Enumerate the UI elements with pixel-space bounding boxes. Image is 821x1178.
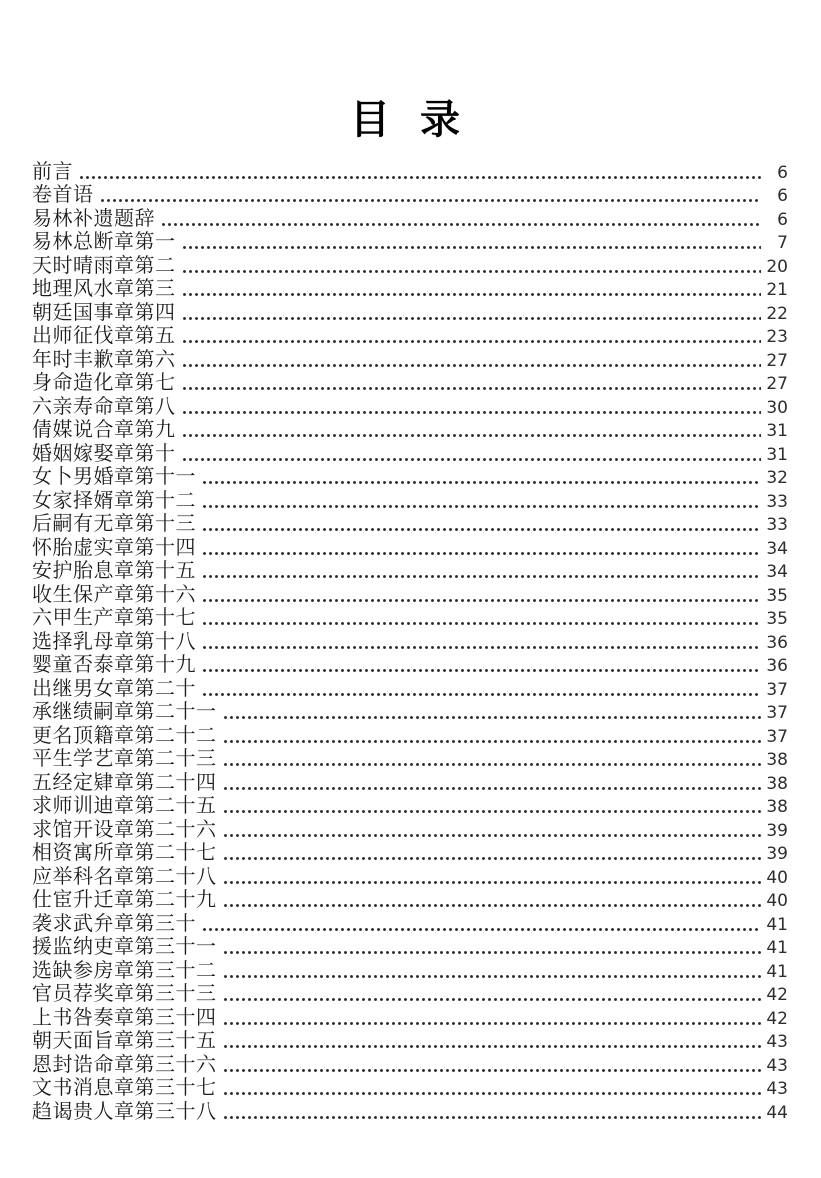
toc-entry-label: 恩封诰命章第三十六 <box>32 1053 217 1076</box>
dot-leader <box>203 669 761 672</box>
toc-entry-label: 地理风水章第三 <box>32 278 176 300</box>
dot-leader <box>224 951 762 954</box>
toc-entry-label: 官员荐奖章第三十三 <box>32 983 217 1005</box>
toc-entry-page-number: 37 <box>766 679 788 700</box>
toc-entry <box>32 653 788 677</box>
toc-entry-page-number: 7 <box>777 233 788 253</box>
toc-entry-page-number: 31 <box>766 421 788 441</box>
toc-entry-label: 卷首语 <box>32 184 94 206</box>
toc-entry-page-number: 40 <box>766 891 788 911</box>
toc-entry <box>32 582 788 606</box>
dot-leader <box>203 552 761 555</box>
toc-entry-page-number: 41 <box>766 938 788 958</box>
toc-entry-page-number: 22 <box>766 303 788 324</box>
toc-entry-page-number: 36 <box>766 656 788 676</box>
toc-entry <box>32 488 788 512</box>
toc-entry <box>32 864 788 888</box>
toc-entry-page-number: 44 <box>766 1102 788 1123</box>
dot-leader <box>183 364 762 367</box>
dot-leader <box>203 928 761 931</box>
dot-leader <box>203 693 761 696</box>
toc-entry-page-number: 33 <box>766 491 788 512</box>
toc-entry-page-number: 27 <box>766 374 788 394</box>
toc-entry <box>32 183 788 207</box>
toc-entry-label: 承继绩嗣章第二十一 <box>32 701 217 723</box>
toc-entry <box>32 535 788 559</box>
toc-entry-page-number: 31 <box>766 444 788 465</box>
toc-entry-page-number: 43 <box>766 1055 788 1076</box>
dot-leader <box>203 646 761 649</box>
dot-leader <box>224 1022 762 1025</box>
toc-entry <box>32 347 788 371</box>
toc-entry-label: 婴童否泰章第十九 <box>32 654 196 676</box>
toc-entry-label: 袭求武弁章第三十 <box>32 912 196 935</box>
toc-entry-label: 身命造化章第七 <box>32 372 176 394</box>
toc-entry-page-number: 43 <box>766 1079 788 1099</box>
toc-entry-page-number: 32 <box>766 468 788 488</box>
toc-entry <box>32 935 788 959</box>
toc-entry <box>32 418 788 442</box>
toc-entry-label: 更名顶籍章第二十二 <box>32 724 217 747</box>
toc-entry <box>32 512 788 536</box>
toc-entry-label: 仕宦升迁章第二十九 <box>32 889 217 911</box>
toc-entry-label: 女家择婿章第十二 <box>32 489 196 512</box>
toc-entry-label: 五经定肄章第二十四 <box>32 771 217 794</box>
toc-entry-page-number: 42 <box>766 1008 788 1029</box>
toc-entry-page-number: 43 <box>766 1032 788 1052</box>
toc-entry-page-number: 34 <box>766 538 788 559</box>
toc-entry <box>32 206 788 230</box>
toc-entry-label: 求师训迪章第二十五 <box>32 795 217 817</box>
dot-leader <box>203 575 761 578</box>
toc-entry-label: 朝天面旨章第三十五 <box>32 1030 217 1052</box>
toc-entry-page-number: 6 <box>777 186 788 206</box>
toc-entry-page-number: 35 <box>766 609 788 629</box>
toc-entry-label: 倩媒说合章第九 <box>32 419 176 441</box>
toc-entry <box>32 770 788 794</box>
toc-entry-page-number: 36 <box>766 632 788 653</box>
toc-entry-label: 怀胎虚实章第十四 <box>32 536 196 559</box>
toc-entry-label: 易林总断章第一 <box>32 231 176 253</box>
toc-entry-page-number: 41 <box>766 961 788 982</box>
toc-list <box>32 159 788 1123</box>
page-title: 目 录 <box>350 97 470 142</box>
toc-entry <box>32 700 788 724</box>
toc-entry <box>32 911 788 935</box>
dot-leader <box>80 176 761 179</box>
toc-entry-page-number: 21 <box>766 280 788 300</box>
toc-entry-page-number: 34 <box>766 562 788 582</box>
dot-leader <box>224 1045 762 1048</box>
toc-entry <box>32 559 788 583</box>
toc-entry <box>32 723 788 747</box>
toc-entry-label: 天时晴雨章第二 <box>32 254 176 277</box>
toc-entry-label: 收生保产章第十六 <box>32 583 196 606</box>
toc-entry <box>32 606 788 630</box>
dot-leader <box>183 246 762 249</box>
dot-leader <box>224 904 762 907</box>
toc-entry <box>32 1052 788 1076</box>
dot-leader <box>224 834 762 837</box>
toc-entry-page-number: 27 <box>766 350 788 371</box>
dot-leader <box>183 270 762 273</box>
toc-entry <box>32 676 788 700</box>
toc-entry-label: 趋谒贵人章第三十八 <box>32 1100 217 1123</box>
dot-leader <box>203 481 761 484</box>
toc-entry-page-number: 39 <box>766 844 788 864</box>
toc-entry <box>32 982 788 1006</box>
toc-entry <box>32 253 788 277</box>
toc-entry-label: 应举科名章第二十八 <box>32 865 217 888</box>
dot-leader <box>224 857 762 860</box>
toc-entry <box>32 747 788 771</box>
toc-entry-label: 后嗣有无章第十三 <box>32 513 196 535</box>
dot-leader <box>224 881 762 884</box>
toc-entry <box>32 817 788 841</box>
toc-entry <box>32 794 788 818</box>
toc-entry-page-number: 30 <box>766 397 788 418</box>
toc-entry-label: 出继男女章第二十 <box>32 677 196 700</box>
toc-entry-page-number: 37 <box>766 726 788 747</box>
toc-entry-label: 援监纳吏章第三十一 <box>32 936 217 958</box>
toc-entry <box>32 230 788 254</box>
toc-entry-label: 前言 <box>32 160 73 183</box>
toc-entry-page-number: 38 <box>766 773 788 794</box>
toc-entry-label: 相资寓所章第二十七 <box>32 842 217 864</box>
dot-leader <box>183 458 762 461</box>
toc-entry-label: 女卜男婚章第十一 <box>32 466 196 488</box>
toc-entry <box>32 371 788 395</box>
toc-entry-page-number: 20 <box>766 256 788 277</box>
toc-entry <box>32 958 788 982</box>
toc-entry-label: 文书消息章第三十七 <box>32 1077 217 1099</box>
toc-entry-label: 六甲生产章第十七 <box>32 607 196 629</box>
toc-entry-label: 选择乳母章第十八 <box>32 630 196 653</box>
dot-leader <box>224 1092 762 1095</box>
toc-entry-label: 求馆开设章第二十六 <box>32 818 217 841</box>
dot-leader <box>203 599 761 602</box>
dot-leader <box>162 223 761 226</box>
dot-leader <box>224 975 762 978</box>
toc-entry-page-number: 41 <box>766 914 788 935</box>
dot-leader <box>224 740 762 743</box>
toc-entry-page-number: 39 <box>766 820 788 841</box>
toc-entry-page-number: 23 <box>766 327 788 347</box>
toc-entry-label: 上书咎奏章第三十四 <box>32 1006 217 1029</box>
toc-entry <box>32 277 788 301</box>
toc-entry-page-number: 6 <box>777 209 788 230</box>
toc-entry <box>32 1099 788 1123</box>
dot-leader <box>224 1116 762 1119</box>
toc-entry <box>32 888 788 912</box>
dot-leader <box>203 505 761 508</box>
dot-leader <box>203 528 761 531</box>
toc-entry-label: 平生学艺章第二十三 <box>32 748 217 770</box>
toc-entry-label: 朝廷国事章第四 <box>32 301 176 324</box>
toc-entry <box>32 1029 788 1053</box>
dot-leader <box>101 199 762 202</box>
toc-entry-page-number: 33 <box>766 515 788 535</box>
toc-entry <box>32 629 788 653</box>
toc-entry <box>32 465 788 489</box>
dot-leader <box>183 411 762 414</box>
dot-leader <box>224 810 762 813</box>
toc-entry <box>32 159 788 183</box>
dot-leader <box>183 317 762 320</box>
dot-leader <box>203 622 761 625</box>
dot-leader <box>183 293 762 296</box>
toc-entry-page-number: 38 <box>766 750 788 770</box>
toc-entry <box>32 1005 788 1029</box>
toc-entry-label: 安护胎息章第十五 <box>32 560 196 582</box>
toc-entry-label: 选缺参房章第三十二 <box>32 959 217 982</box>
dot-leader <box>224 763 762 766</box>
toc-entry-label: 婚姻嫁娶章第十 <box>32 442 176 465</box>
toc-entry-label: 六亲寿命章第八 <box>32 395 176 418</box>
toc-entry <box>32 441 788 465</box>
dot-leader <box>183 434 762 437</box>
dot-leader <box>224 716 762 719</box>
toc-entry <box>32 841 788 865</box>
dot-leader <box>224 998 762 1001</box>
toc-entry-page-number: 40 <box>766 867 788 888</box>
toc-entry <box>32 1076 788 1100</box>
dot-leader <box>224 787 762 790</box>
toc-entry-label: 易林补遗题辞 <box>32 207 155 230</box>
toc-entry-page-number: 37 <box>766 703 788 723</box>
toc-entry <box>32 394 788 418</box>
toc-entry-page-number: 6 <box>777 162 788 183</box>
toc-entry <box>32 300 788 324</box>
dot-leader <box>183 340 762 343</box>
dot-leader <box>183 387 762 390</box>
toc-entry-page-number: 35 <box>766 585 788 606</box>
toc-entry <box>32 324 788 348</box>
toc-entry-page-number: 38 <box>766 797 788 817</box>
toc-entry-label: 出师征伐章第五 <box>32 325 176 347</box>
dot-leader <box>224 1069 762 1072</box>
toc-entry-label: 年时丰歉章第六 <box>32 348 176 371</box>
toc-entry-page-number: 42 <box>766 985 788 1005</box>
